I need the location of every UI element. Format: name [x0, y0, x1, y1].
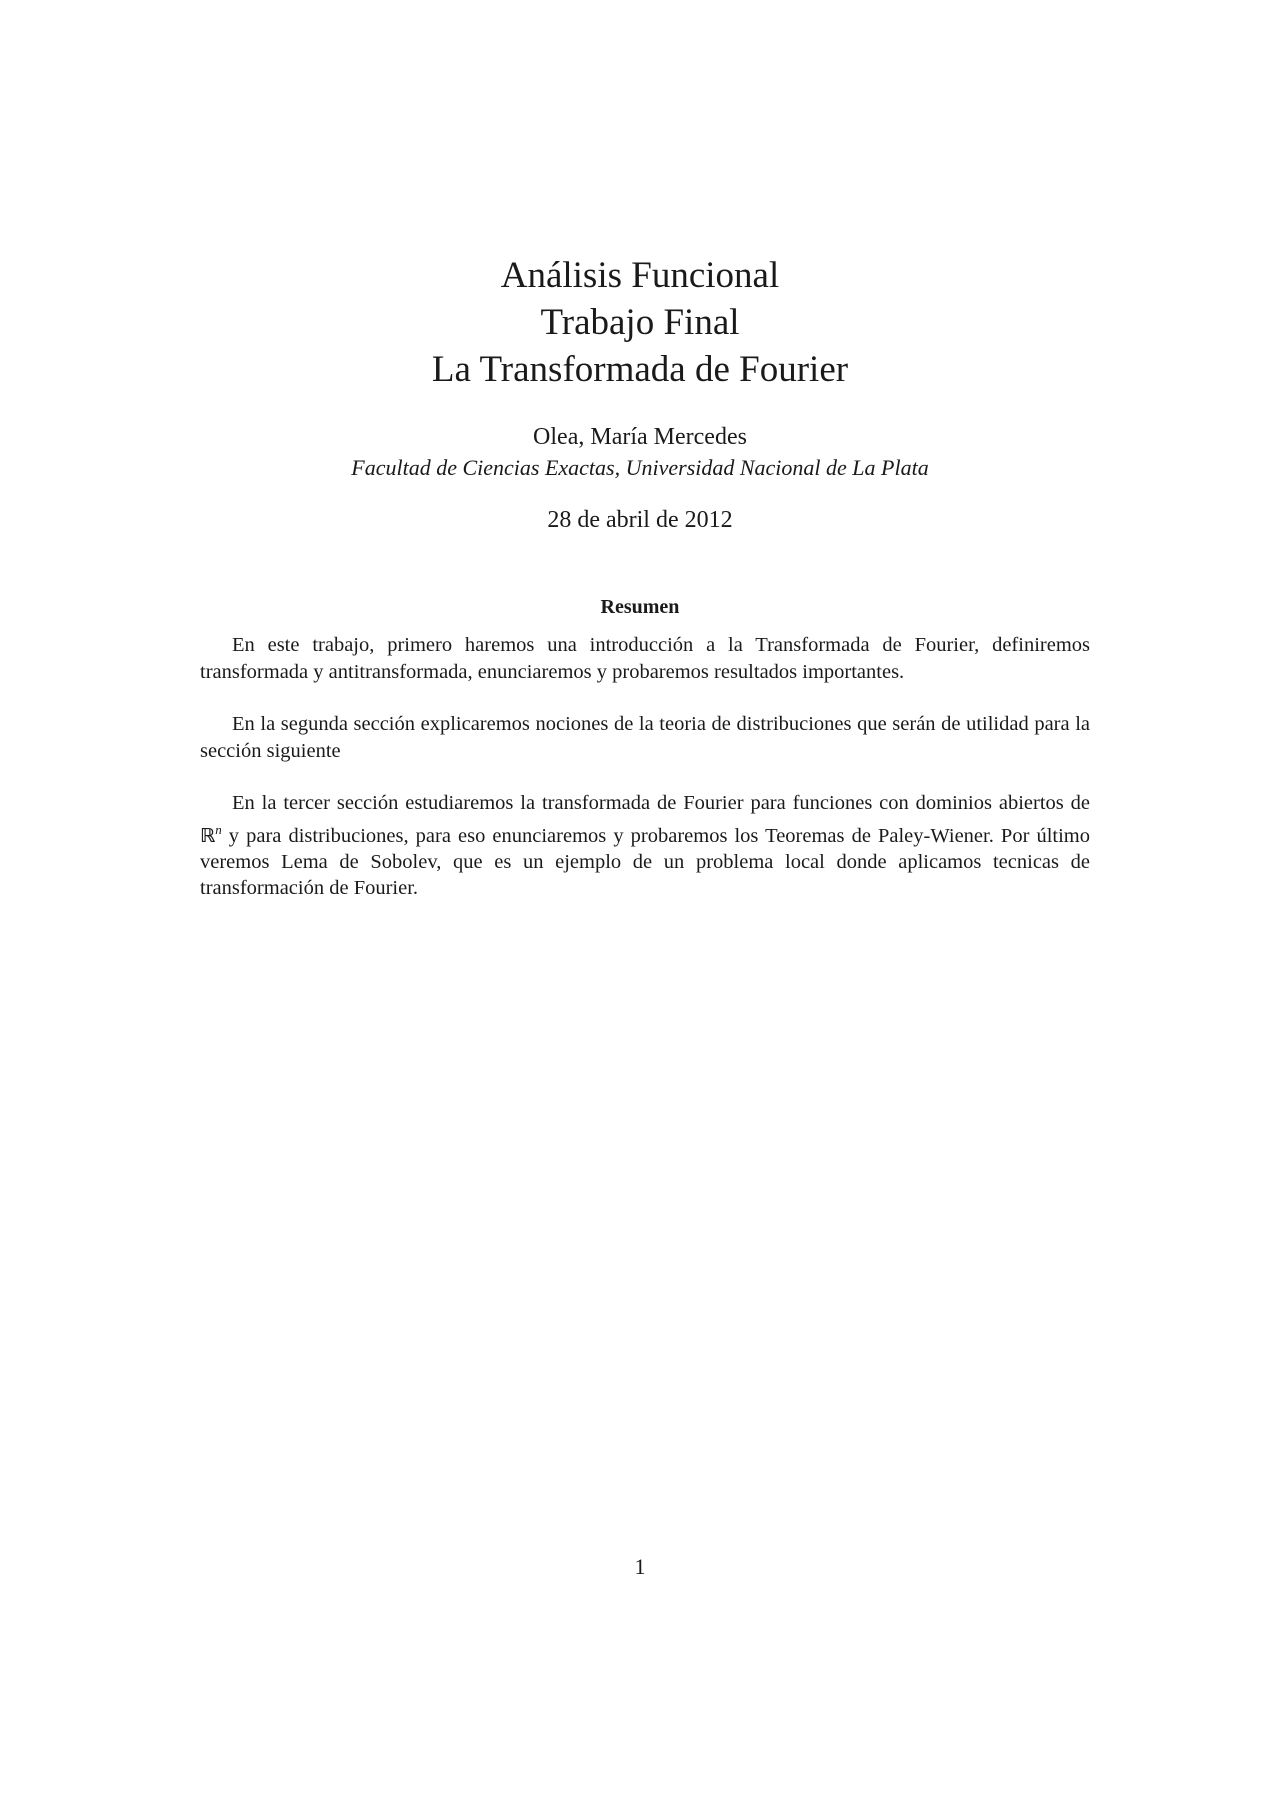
- dimension-exponent: n: [215, 821, 222, 837]
- abstract-paragraph-1: En este trabajo, primero haremos una introducción a la Transformada de Fourier, definiremos transformada y antitransformada, enunciaremos y probaremos resultados importantes.: [200, 634, 1090, 683]
- title-line-course: Análisis Funcional: [500, 255, 780, 296]
- title-line-topic: La Transformada de Fourier: [431, 349, 849, 390]
- title-line-work: Trabajo Final: [540, 302, 740, 343]
- abstract-paragraph-2: En la segunda sección explicaremos nociones de la teoria de distribuciones que serán de utilidad para la sección siguiente: [200, 713, 1090, 762]
- page-number: 1: [634, 1554, 646, 1579]
- real-numbers-symbol: ℝ: [200, 824, 216, 847]
- abstract-paragraph-3-part-2: y para distribuciones, para eso enunciaremos y probaremos los Teoremas de Paley-Wiener. Por último veremos Lema de Sobolev, que es un ejemplo de un problema local donde aplicamos tecnicas de transformación de Fourier.: [200, 824, 1090, 900]
- abstract-paragraph-3: [200, 790, 1090, 902]
- author-affiliation: Facultad de Ciencias Exactas, Universidad Nacional de La Plata: [351, 455, 929, 480]
- abstract-paragraph-3-part-1: En la tercer sección estudiaremos la transformada de Fourier para funciones con dominios abiertos de: [232, 792, 1090, 814]
- abstract-heading: Resumen: [600, 596, 680, 618]
- author-name: Olea, María Mercedes: [533, 424, 747, 450]
- document-date: 28 de abril de 2012: [547, 507, 733, 533]
- abstract-body: [200, 632, 1090, 928]
- title-block: [0, 252, 1280, 393]
